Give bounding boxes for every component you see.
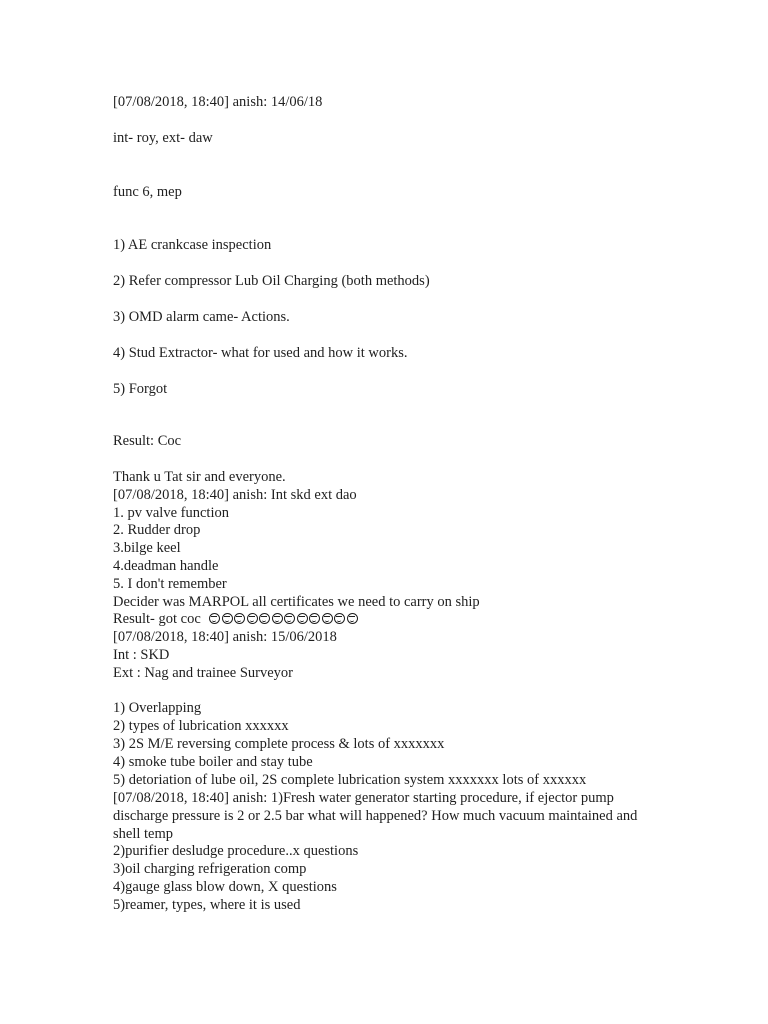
sunglasses-face-icon [284, 613, 295, 624]
question-item: 4.deadman handle [113, 558, 219, 574]
sunglasses-face-icon [222, 613, 233, 624]
sunglasses-face-icon [334, 613, 345, 624]
question-item: 1) AE crankcase inspection [113, 237, 272, 253]
exam-line: func 6, mep [113, 184, 182, 200]
question-item: 2) types of lubrication xxxxxx [113, 718, 289, 734]
thanks-line: Thank u Tat sir and everyone. [113, 469, 286, 485]
sunglasses-face-icon [309, 613, 320, 624]
message-header-2: [07/08/2018, 18:40] anish: Int skd ext dao [113, 487, 357, 503]
question-item: 2)purifier desludge procedure..x questions [113, 843, 359, 859]
result-line: Result: Coc [113, 433, 182, 449]
question-item: 1. pv valve function [113, 505, 229, 521]
sunglasses-face-icon [297, 613, 308, 624]
sunglasses-face-icon [259, 613, 270, 624]
sunglasses-face-icon [247, 613, 258, 624]
question-item: 3)oil charging refrigeration comp [113, 861, 307, 877]
sunglasses-face-icon [322, 613, 333, 624]
question-item: 5) detoriation of lube oil, 2S complete lubrication system xxxxxxx lots of xxxxxx [113, 772, 587, 788]
question-item: 1) Overlapping [113, 700, 202, 716]
exam-line: int- roy, ext- daw [113, 130, 213, 146]
question-item: 5)reamer, types, where it is used [113, 897, 301, 913]
question-item: 3.bilge keel [113, 540, 181, 556]
question-item: 3) OMD alarm came- Actions. [113, 309, 290, 325]
sunglasses-face-icon [209, 613, 220, 624]
question-item: 3) 2S M/E reversing complete process & lots of xxxxxxx [113, 736, 445, 752]
message-header-1: [07/08/2018, 18:40] anish: 14/06/18 [113, 94, 323, 110]
question-item: 2) Refer compressor Lub Oil Charging (both methods) [113, 273, 430, 289]
question-item: 5. I don't remember [113, 576, 227, 592]
sunglasses-face-icon [234, 613, 245, 624]
question-item: 2. Rudder drop [113, 522, 201, 538]
emoji-row [209, 611, 359, 627]
message-header-4: [07/08/2018, 18:40] anish: 1)Fresh water generator starting procedure, if ejector pump discharge pressure is 2 or 2.5 bar what will happened? How much vacuum maintained and shell temp [113, 790, 638, 842]
sunglasses-face-icon [347, 613, 358, 624]
question-item: 4) smoke tube boiler and stay tube [113, 754, 313, 770]
sunglasses-face-icon [272, 613, 283, 624]
examiner-line: Ext : Nag and trainee Surveyor [113, 665, 293, 681]
question-item: 4)gauge glass blow down, X questions [113, 879, 337, 895]
result-text: Result- got coc [113, 611, 201, 627]
examiner-line: Int : SKD [113, 647, 170, 663]
message-header-3: [07/08/2018, 18:40] anish: 15/06/2018 [113, 629, 337, 645]
question-item: 4) Stud Extractor- what for used and how it works. [113, 345, 408, 361]
question-item: 5) Forgot [113, 381, 168, 397]
decider-line: Decider was MARPOL all certificates we need to carry on ship [113, 594, 480, 610]
result-line-2 [113, 610, 359, 628]
